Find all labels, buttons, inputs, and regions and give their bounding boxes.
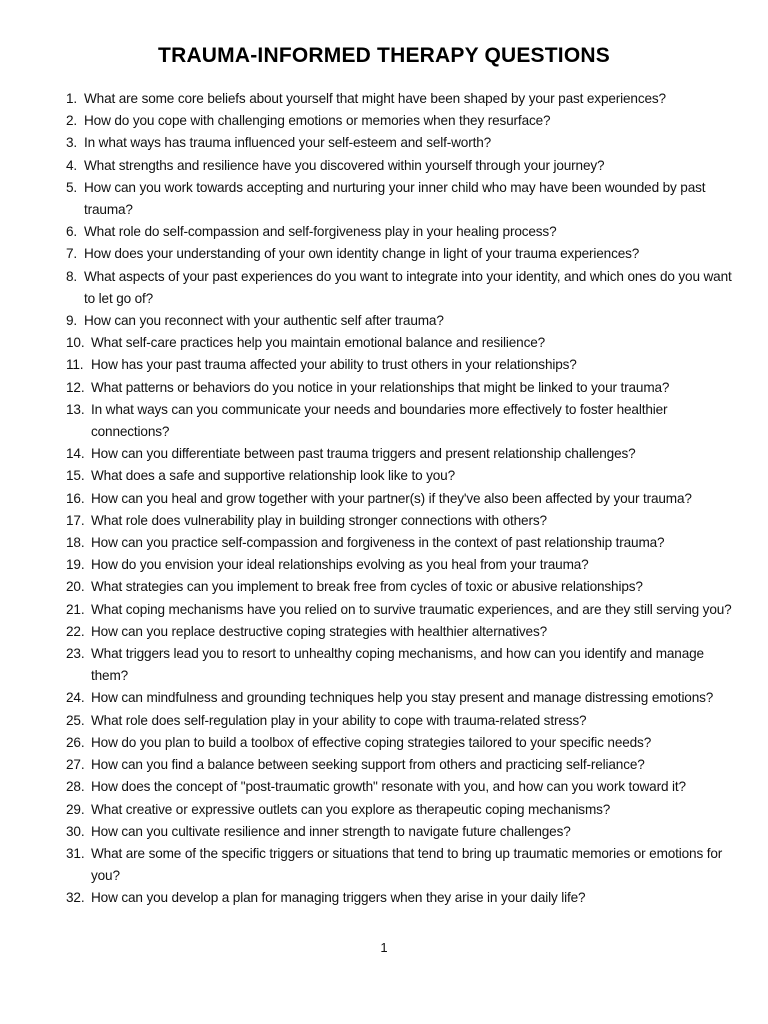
question-item <box>66 643 738 687</box>
question-text: How can you practice self-compassion and forgiveness in the context of past relationship trauma? <box>91 535 665 551</box>
question-item <box>66 332 738 354</box>
question-text: How can you replace destructive coping strategies with healthier alternatives? <box>91 623 548 639</box>
question-number: 28. <box>66 779 85 795</box>
question-text: What strengths and resilience have you discovered within yourself through your journey? <box>84 157 605 173</box>
question-text: How has your past trauma affected your ability to trust others in your relationships? <box>91 357 577 373</box>
question-text: What creative or expressive outlets can you explore as therapeutic coping mechanisms? <box>91 801 611 817</box>
question-item <box>66 599 738 621</box>
question-item <box>66 687 738 709</box>
question-text: What aspects of your past experiences do you want to integrate into your identity, and which ones do you want to let go of? <box>84 268 732 306</box>
question-number: 21. <box>66 601 85 617</box>
question-item <box>66 887 738 909</box>
question-number: 31. <box>66 845 85 861</box>
question-text: What role does self-regulation play in your ability to cope with trauma-related stress? <box>91 712 587 728</box>
question-number: 24. <box>66 690 85 706</box>
question-text: How can you cultivate resilience and inner strength to navigate future challenges? <box>91 823 571 839</box>
question-item <box>66 377 738 399</box>
question-item <box>66 799 738 821</box>
question-number: 2. <box>66 113 78 129</box>
question-text: What role does vulnerability play in building stronger connections with others? <box>91 512 547 528</box>
question-text: How do you cope with challenging emotions or memories when they resurface? <box>84 113 551 129</box>
question-list <box>66 88 738 910</box>
question-item <box>66 110 738 132</box>
question-text: What coping mechanisms have you relied on to survive traumatic experiences, and are they still serving you? <box>91 601 732 617</box>
question-number: 23. <box>66 646 85 662</box>
question-item <box>66 132 738 154</box>
question-number: 1. <box>66 91 78 106</box>
question-item <box>66 266 738 310</box>
question-item <box>66 488 738 510</box>
question-text: How does the concept of "post-traumatic growth" resonate with you, and how can you work toward it? <box>91 779 686 795</box>
question-number: 16. <box>66 490 85 506</box>
question-item <box>66 843 738 887</box>
question-item <box>66 554 738 576</box>
question-item <box>66 443 738 465</box>
question-text: How does your understanding of your own identity change in light of your trauma experiences? <box>84 246 640 262</box>
question-text: How do you plan to build a toolbox of effective coping strategies tailored to your specific needs? <box>91 734 652 750</box>
question-number: 8. <box>66 268 78 284</box>
question-text: What self-care practices help you maintain emotional balance and resilience? <box>91 335 546 351</box>
question-number: 14. <box>66 446 85 462</box>
question-number: 18. <box>66 535 85 551</box>
question-text: What are some core beliefs about yourself that might have been shaped by your past experiences? <box>84 91 666 106</box>
question-text: What patterns or behaviors do you notice in your relationships that might be linked to your trauma? <box>91 379 670 395</box>
question-text: What are some of the specific triggers or situations that tend to bring up traumatic memories or emotions for you? <box>91 845 723 884</box>
question-item <box>66 221 738 243</box>
question-item <box>66 310 738 332</box>
question-number: 32. <box>66 890 85 906</box>
question-item <box>66 510 738 532</box>
question-item <box>66 576 738 598</box>
question-text: How can you develop a plan for managing triggers when they arise in your daily life? <box>91 890 586 906</box>
question-number: 7. <box>66 246 78 262</box>
question-number: 22. <box>66 623 85 639</box>
question-number: 6. <box>66 224 78 240</box>
question-number: 9. <box>66 313 78 329</box>
question-text: How can you find a balance between seeking support from others and practicing self-reliance? <box>91 757 645 773</box>
question-item <box>66 776 738 798</box>
question-number: 10. <box>66 335 85 351</box>
question-item <box>66 621 738 643</box>
question-number: 25. <box>66 712 85 728</box>
question-item <box>66 177 738 221</box>
question-number: 3. <box>66 135 78 151</box>
question-text: How can mindfulness and grounding techniques help you stay present and manage distressing emotions? <box>91 690 714 706</box>
question-number: 11. <box>66 357 84 373</box>
question-number: 13. <box>66 401 85 417</box>
question-text: What role do self-compassion and self-forgiveness play in your healing process? <box>84 224 557 240</box>
page-number: 1 <box>380 940 388 955</box>
question-item <box>66 88 738 110</box>
question-item <box>66 354 738 376</box>
question-text: How can you differentiate between past trauma triggers and present relationship challenges? <box>91 446 636 462</box>
question-item <box>66 243 738 265</box>
question-item <box>66 532 738 554</box>
question-number: 17. <box>66 512 85 528</box>
question-number: 27. <box>66 757 85 773</box>
question-text: In what ways has trauma influenced your self-esteem and self-worth? <box>84 135 492 151</box>
question-number: 19. <box>66 557 85 573</box>
question-item <box>66 821 738 843</box>
question-item <box>66 754 738 776</box>
question-text: What triggers lead you to resort to unhealthy coping mechanisms, and how can you identify and manage them? <box>91 646 704 684</box>
question-item <box>66 710 738 732</box>
question-number: 15. <box>66 468 85 484</box>
question-item <box>66 155 738 177</box>
question-text: How can you heal and grow together with your partner(s) if they've also been affected by your trauma? <box>91 490 692 506</box>
question-text: What does a safe and supportive relationship look like to you? <box>91 468 455 484</box>
question-item <box>66 399 738 443</box>
document-title: TRAUMA-INFORMED THERAPY QUESTIONS <box>158 44 610 67</box>
question-text: How can you work towards accepting and nurturing your inner child who may have been wounded by past trauma? <box>84 179 706 218</box>
question-number: 5. <box>66 179 78 195</box>
question-text: How do you envision your ideal relationships evolving as you heal from your trauma? <box>91 557 589 573</box>
question-number: 30. <box>66 823 85 839</box>
question-number: 26. <box>66 734 85 750</box>
question-number: 20. <box>66 579 85 595</box>
question-number: 4. <box>66 157 78 173</box>
question-text: What strategies can you implement to break free from cycles of toxic or abusive relationships? <box>91 579 643 595</box>
question-text: In what ways can you communicate your needs and boundaries more effectively to foster healthier connections? <box>91 401 668 440</box>
question-number: 29. <box>66 801 85 817</box>
question-item <box>66 732 738 754</box>
question-number: 12. <box>66 379 85 395</box>
question-text: How can you reconnect with your authentic self after trauma? <box>84 313 444 329</box>
question-item <box>66 465 738 487</box>
